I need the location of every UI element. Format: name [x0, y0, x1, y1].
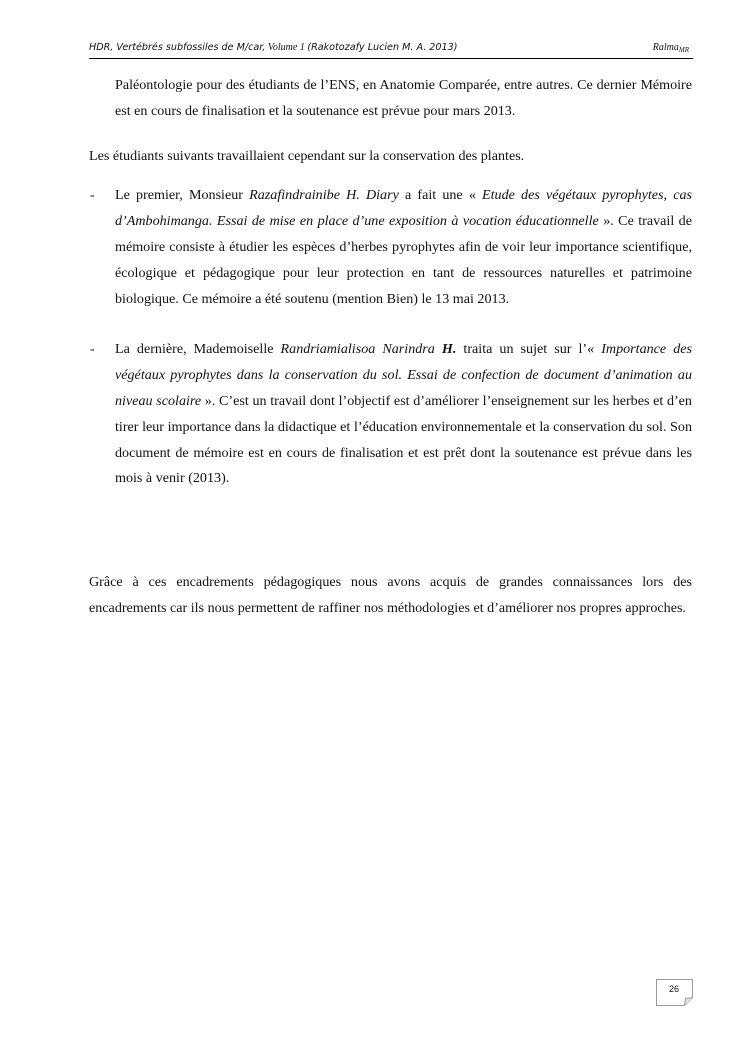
student-item-1: [89, 183, 692, 312]
page-body: [89, 73, 692, 622]
item1-text-mid: a fait une «: [398, 187, 483, 204]
item1-thesis-title: Etude des végétaux pyrophytes, cas d’Ambohimanga. Essai de mise en place d’une exposition à vocation éducationnelle: [115, 187, 692, 230]
header-title-prefix: HDR, Vertébrés subfossiles de M/car,: [89, 42, 266, 53]
header-initials: [653, 40, 689, 58]
intro-paragraph: Les étudiants suivants travaillaient cependant sur la conservation des plantes.: [89, 147, 525, 164]
bullet-dash: -: [90, 187, 95, 204]
header-initials-main: Ralma: [652, 42, 679, 53]
page-header: [89, 42, 693, 59]
item2-text-mid: traita un sujet sur l’«: [456, 341, 602, 358]
continuation-paragraph: Paléontologie pour des étudiants de l’ENS, en Anatomie Comparée, entre autres. Ce dernier Mémoire est en cours de finalisation et la soutenance est prévue pour mars 2013.: [115, 77, 692, 119]
page-number: 26: [668, 984, 679, 994]
item2-student-initial: H.: [441, 341, 457, 358]
header-author: (Rakotozafy Lucien M. A. 2013): [307, 42, 458, 53]
item2-text-start: La dernière, Mademoiselle: [115, 341, 281, 358]
item1-text-start: Le premier, Monsieur: [115, 187, 250, 204]
item1-text-end: ». Ce travail de mémoire consiste à étudier les espèces d’herbes pyrophytes afin de voir leur importance scientifique, écologique et pédagogique pour leur protection en tant de ressources naturelles et patrimoine biologique. Ce mémoire a été soutenu (mention Bien) le 13 mai 2013.: [115, 213, 692, 307]
item1-student-name: Razafindrainibe H. Diary: [249, 187, 399, 204]
header-initials-sub: MR: [678, 46, 689, 54]
item2-student-name: Randriamialisoa Narindra: [280, 341, 442, 358]
conclusion-paragraph: Grâce à ces encadrements pédagogiques nous avons acquis de grandes connaissances lors des encadrements car ils nous permettent de raffiner nos méthodologies et d’améliorer nos propres approches.: [89, 574, 692, 616]
student-item-2: [89, 337, 692, 492]
header-title: [89, 40, 457, 56]
bullet-dash: -: [90, 341, 95, 358]
page-number-box: [656, 979, 692, 1005]
item2-text-end: ». C’est un travail dont l’objectif est d’améliorer l’enseignement sur les herbes et d’en tirer leur importance dans la didactique et l’éducation environnementale et la conservation du sol. Son document de mémoire est en cours de finalisation et est prêt dont la soutenance est prévue dans les mois à venir (2013).: [115, 392, 692, 487]
header-volume: Volume 1: [265, 42, 308, 53]
item2-thesis-title: Importance des végétaux pyrophytes dans la conservation du sol. Essai de confection de document d’animation au niveau scolaire: [115, 341, 693, 409]
